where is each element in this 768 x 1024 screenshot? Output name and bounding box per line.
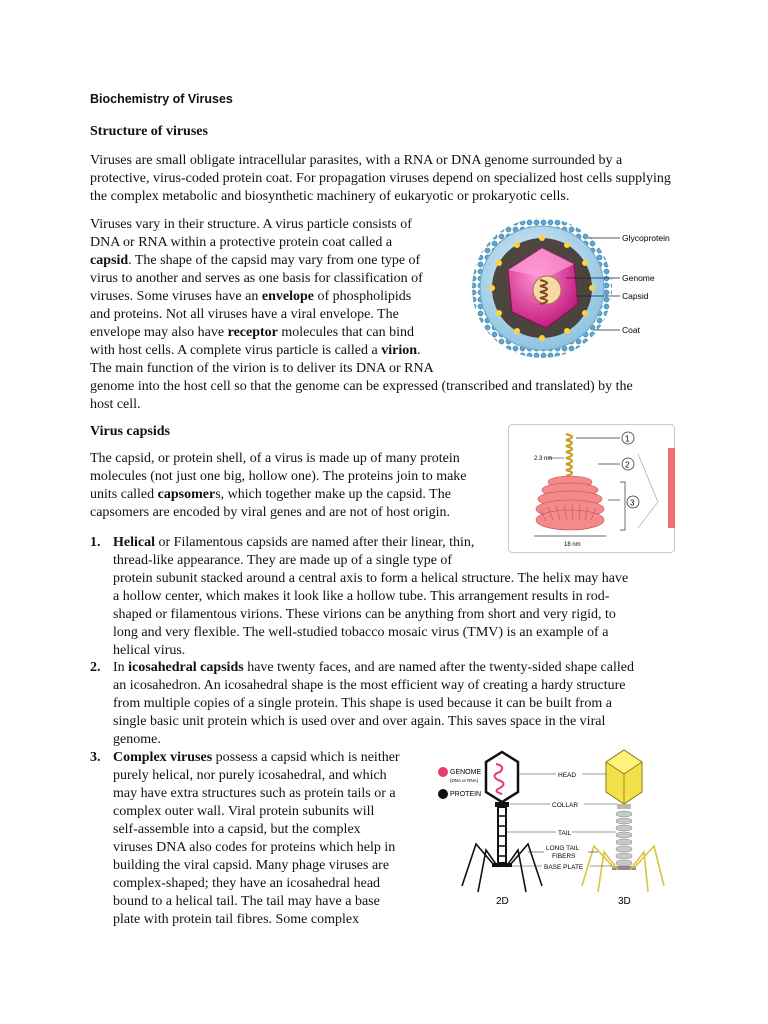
text-run: . bbox=[417, 343, 421, 358]
helical-capsid-figure bbox=[508, 424, 680, 554]
heading-structure: Structure of viruses bbox=[90, 124, 208, 139]
term-receptor: receptor bbox=[227, 325, 278, 340]
protein-legend-dot bbox=[438, 789, 448, 799]
text-line: an icosahedron. An icosahedral shape is the most efficient way of creating a hardy structure bbox=[113, 678, 626, 693]
legend-genome-sub: (DNA or RNA) bbox=[450, 778, 479, 783]
text-line: helical virus. bbox=[113, 643, 186, 658]
dimension-bottom: 18 nm bbox=[564, 542, 581, 548]
term-virion: virion bbox=[381, 343, 417, 358]
phage-collar-3d bbox=[617, 804, 631, 809]
term-capsid: capsid bbox=[90, 253, 129, 268]
text-line: a hollow center, which makes it look like a hollow tube. This arrangement results in rod- bbox=[113, 589, 610, 604]
term-helical: Helical bbox=[113, 535, 155, 550]
text-run: units called bbox=[90, 487, 158, 502]
text-run: viruses. Some viruses have an bbox=[90, 289, 262, 304]
text-line: complex-shaped; they have an icosahedral head bbox=[113, 876, 381, 891]
rod-segment bbox=[668, 448, 675, 528]
genome-legend-dot bbox=[438, 767, 448, 777]
svg-text:2: 2 bbox=[625, 460, 630, 470]
text-line: from multiple copies of a single protein. This shape is used because it can be built from a bbox=[113, 696, 612, 711]
text-line: and proteins. Not all viruses have a viral envelope. The bbox=[90, 307, 399, 322]
text-run: s, which together make up the capsid. The bbox=[215, 487, 451, 502]
label-head: HEAD bbox=[558, 772, 577, 779]
phage-head-2d bbox=[486, 752, 518, 802]
text-line: genome into the host cell so that the genome can be expressed (transcribed and translated) by the bbox=[90, 379, 633, 394]
label-base-plate: BASE PLATE bbox=[544, 864, 584, 871]
heading-virus-capsids: Virus capsids bbox=[90, 424, 171, 439]
label-coat: Coat bbox=[622, 325, 640, 335]
virion-structure-figure bbox=[470, 212, 680, 364]
text-line: Viruses vary in their structure. A virus particle consists of bbox=[90, 217, 412, 232]
text-line: DNA or RNA within a protective protein coat called a bbox=[90, 235, 393, 250]
document-title: Biochemistry of Viruses bbox=[90, 92, 233, 106]
text-line: thread-like appearance. They are made up of a single type of bbox=[113, 553, 453, 568]
text-line: host cell. bbox=[90, 397, 141, 412]
text-line: long and very flexible. The well-studied tobacco mosaic virus (TMV) is an example of a bbox=[113, 625, 609, 640]
text-run: of phospholipids bbox=[313, 289, 412, 304]
label-capsid: Capsid bbox=[622, 291, 649, 301]
term-capsomer: capsomer bbox=[157, 487, 216, 502]
term-envelope: envelope bbox=[261, 289, 314, 304]
text-line: self-assemble into a capsid, but the complex bbox=[113, 822, 361, 837]
text-run: have twenty faces, and are named after the twenty-sided shape called bbox=[243, 660, 634, 675]
text-line: genome. bbox=[113, 732, 161, 747]
legend-protein: PROTEIN bbox=[450, 791, 482, 798]
text-run: with host cells. A complete virus particle is called a bbox=[90, 343, 382, 358]
label-2d: 2D bbox=[496, 896, 509, 907]
label-fibers: FIBERS bbox=[552, 853, 576, 860]
text-run: possess a capsid which is neither bbox=[212, 750, 400, 765]
text-line: purely helical, nor purely icosahedral, and which bbox=[113, 768, 387, 783]
text-line: complex outer wall. Viral protein subunits will bbox=[113, 804, 375, 819]
label-tail: TAIL bbox=[558, 830, 572, 837]
text-line: plate with protein tail fibres. Some complex bbox=[113, 912, 360, 927]
text-line bbox=[113, 749, 400, 767]
svg-text:1: 1 bbox=[625, 434, 630, 444]
text-line: viruses DNA also codes for proteins which help in bbox=[113, 840, 396, 855]
label-glycoprotein: Glycoprotein bbox=[622, 233, 670, 243]
text-line: may have extra structures such as protein tails or a bbox=[113, 786, 396, 801]
phage-3d bbox=[582, 750, 664, 892]
list-number-1: 1. bbox=[90, 535, 101, 550]
label-long-tail: LONG TAIL bbox=[546, 845, 580, 852]
text-run: envelope may also have bbox=[90, 325, 228, 340]
text-line bbox=[113, 659, 634, 677]
term-complex-viruses: Complex viruses bbox=[113, 750, 213, 765]
text-line: The capsid, or protein shell, of a virus is made up of many protein bbox=[90, 451, 460, 466]
bacteriophage-figure bbox=[432, 746, 672, 910]
text-run: or Filamentous capsids are named after their linear, thin, bbox=[155, 535, 475, 550]
text-line: single basic unit protein which is used over and over again. This saves space in the viral bbox=[113, 714, 606, 729]
text-line: molecules (not just one big, hollow one). The proteins join to make bbox=[90, 469, 467, 484]
dimension-top: 2.3 nm bbox=[534, 456, 553, 462]
phage-legend bbox=[438, 767, 481, 799]
text-run: In bbox=[113, 660, 129, 675]
term-icosahedral-capsids: icosahedral capsids bbox=[128, 660, 244, 675]
text-line bbox=[113, 534, 474, 552]
text-line: shaped or filamentous virions. These virions can be anything from short and very rigid, to bbox=[113, 607, 616, 622]
text-line: virus to another and serves as one basis for classification of bbox=[90, 271, 423, 286]
text-line: bound to a helical tail. The tail may have a base bbox=[113, 894, 380, 909]
text-line: The main function of the virion is to deliver its DNA or RNA bbox=[90, 361, 434, 376]
text-line: building the viral capsid. Many phage viruses are bbox=[113, 858, 390, 873]
phage-tail-3d bbox=[616, 811, 632, 866]
svg-text:3: 3 bbox=[630, 498, 635, 508]
text-run: . The shape of the capsid may vary from one type of bbox=[128, 253, 421, 268]
legend-genome: GENOME bbox=[450, 769, 482, 776]
text-line: capsomers are encoded by viral genes and are not of host origin. bbox=[90, 505, 450, 520]
label-collar: COLLAR bbox=[552, 802, 579, 809]
text-run: molecules that can bind bbox=[277, 325, 414, 340]
label-genome: Genome bbox=[622, 273, 655, 283]
label-3d: 3D bbox=[618, 896, 631, 907]
intro-paragraph: Viruses are small obligate intracellular parasites, with a RNA or DNA genome surrounded by a protective, virus-coded protein coat. For propagation viruses depend on specialized host cells supplying the complex metabolic and biosynthetic machinery of eukaryotic or prokaryotic cells. bbox=[90, 153, 671, 204]
list-number-2: 2. bbox=[90, 660, 101, 675]
list-number-3: 3. bbox=[90, 750, 101, 765]
text-line: protein subunit stacked around a central axis to form a helical structure. The helix may have bbox=[113, 571, 629, 586]
